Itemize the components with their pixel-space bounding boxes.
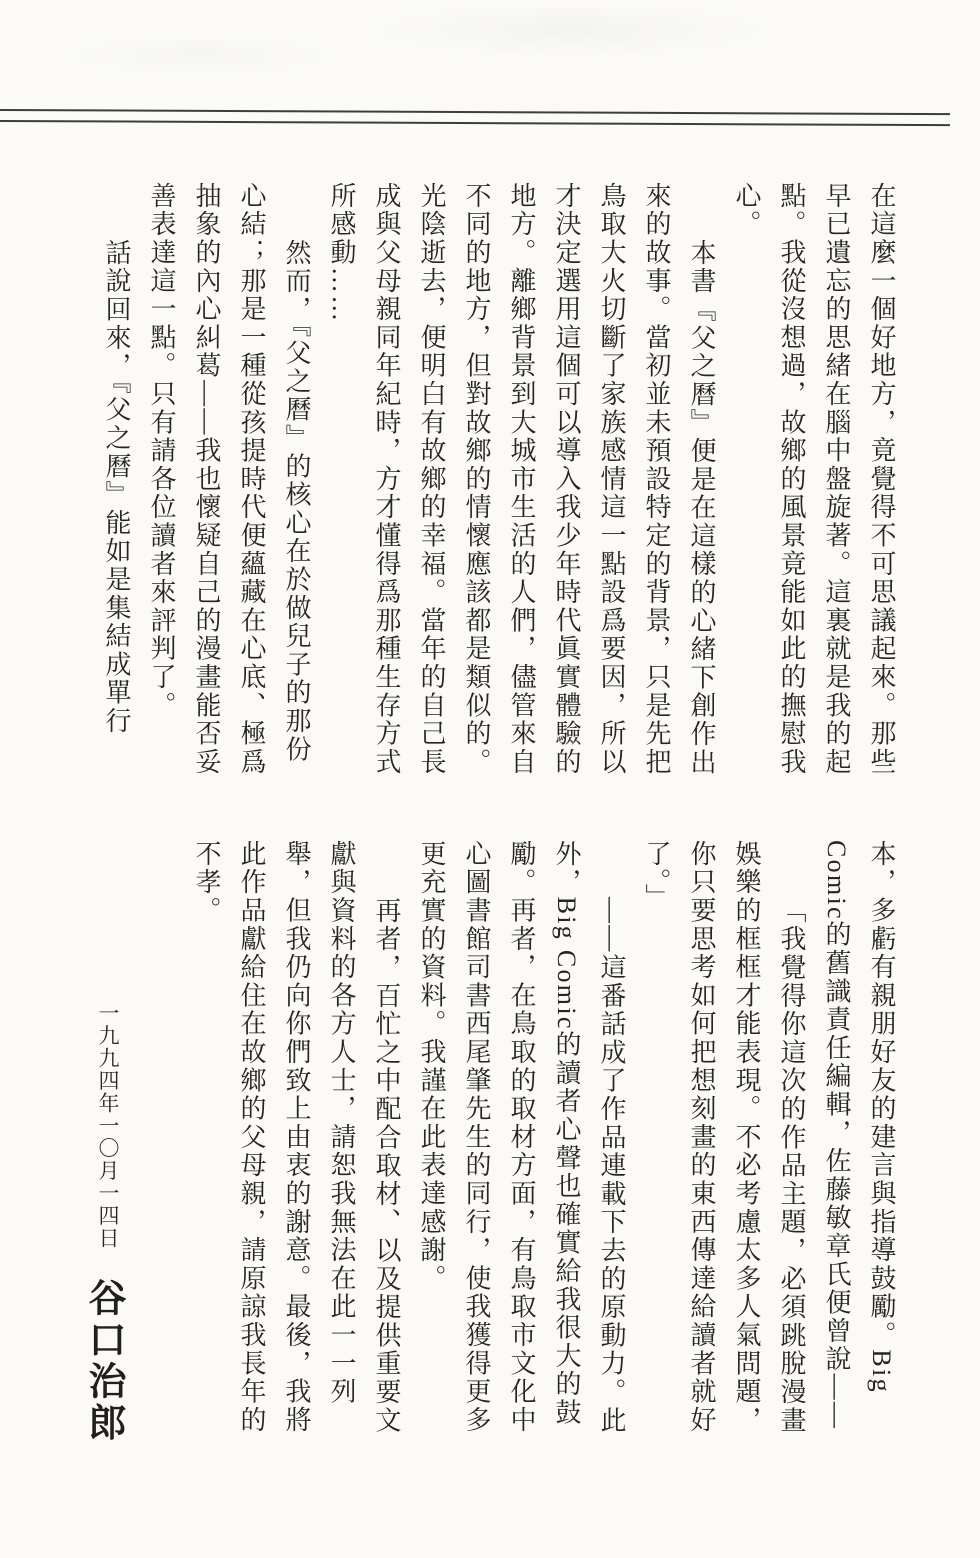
text-column: 鳥取大火切斷了家族感情這一點設爲要因，所以 (597, 182, 626, 777)
text-column: 所感動…… (327, 182, 356, 324)
author-signature: 谷口治郎 (82, 1278, 124, 1444)
afterword-top-paragraphs (94, 182, 904, 784)
text-column: 早已遺忘的思緒在腦中盤旋著。這裏就是我的起 (822, 182, 851, 777)
text-column: 善表達這一點。只有請各位讀者來評判了。 (147, 182, 176, 720)
text-column: 外，Big Comic的讀者心聲也確實給我很大的鼓 (552, 840, 581, 1427)
publication-date: 一九九四年一〇月一四日 (96, 1002, 120, 1250)
text-column: 抽象的內心糾葛——我也懷疑自己的漫畫能否妥 (192, 182, 221, 777)
text-column: 光陰逝去，便明白有故鄉的幸福。當年的自己長 (417, 182, 446, 777)
text-column: 話說回來，『父之曆』能如是集結成單行 (102, 239, 131, 736)
text-column: 你只要思考如何把想刻畫的東西傳達給讀者就好 (687, 840, 716, 1435)
text-column: 在這麼一個好地方，竟覺得不可思議起來。那些 (867, 182, 896, 777)
text-column: 本，多虧有親朋好友的建言與指導鼓勵。Big (867, 840, 896, 1394)
text-column: 點。我從沒想過，故鄉的風景竟能如此的撫慰我 (777, 182, 806, 777)
text-column: ——這番話成了作品連載下去的原動力。此 (597, 897, 626, 1435)
text-column: Comic的舊識責任編輯，佐藤敏章氏便曾說—— (822, 840, 851, 1431)
text-column: 本書『父之曆』便是在這樣的心緒下創作出 (687, 239, 716, 777)
text-column: 再者，百忙之中配合取材、以及提供重要文 (372, 897, 401, 1435)
text-column: 來的故事。當初並未預設特定的背景，只是先把 (642, 182, 671, 777)
header-double-rule (0, 109, 950, 126)
text-column: 此作品獻給住在故鄉的父母親，請原諒我長年的 (237, 840, 266, 1435)
text-column: 更充實的資料。我謹在此表達感謝。 (417, 840, 446, 1293)
text-column: 娛樂的框框才能表現。不必考慮太多人氣問題， (732, 840, 761, 1435)
text-column: 成與父母親同年紀時，方才懂得爲那種生存方式 (372, 182, 401, 777)
text-column: 才決定選用這個可以導入我少年時代眞實體驗的 (552, 182, 581, 777)
text-column: 舉，但我仍向你們致上由衷的謝意。最後，我將 (282, 840, 311, 1435)
text-column: 不孝。 (192, 840, 221, 925)
text-column: 心。 (732, 182, 761, 239)
text-column: 地方。離鄉背景到大城市生活的人們，儘管來自 (507, 182, 536, 777)
text-column: 獻與資料的各方人士，請恕我無法在此一一列 (327, 840, 356, 1406)
text-column: 然而，『父之曆』的核心在於做兒子的那份 (282, 239, 311, 764)
text-column: 不同的地方，但對故鄉的情懷應該都是類似的。 (462, 182, 491, 777)
text-column: 勵。再者，在鳥取的取材方面，有鳥取市文化中 (507, 840, 536, 1435)
text-column: 了。」 (642, 840, 671, 912)
text-column: 「我覺得你這次的作品主題，必須跳脫漫畫 (777, 897, 806, 1435)
text-column: 心圖書館司書西尾肇先生的同行，使我獲得更多 (462, 840, 491, 1435)
afterword-bottom-paragraphs (184, 840, 904, 1442)
text-column: 心結；那是一種從孩提時代便蘊藏在心底、極爲 (237, 182, 266, 777)
